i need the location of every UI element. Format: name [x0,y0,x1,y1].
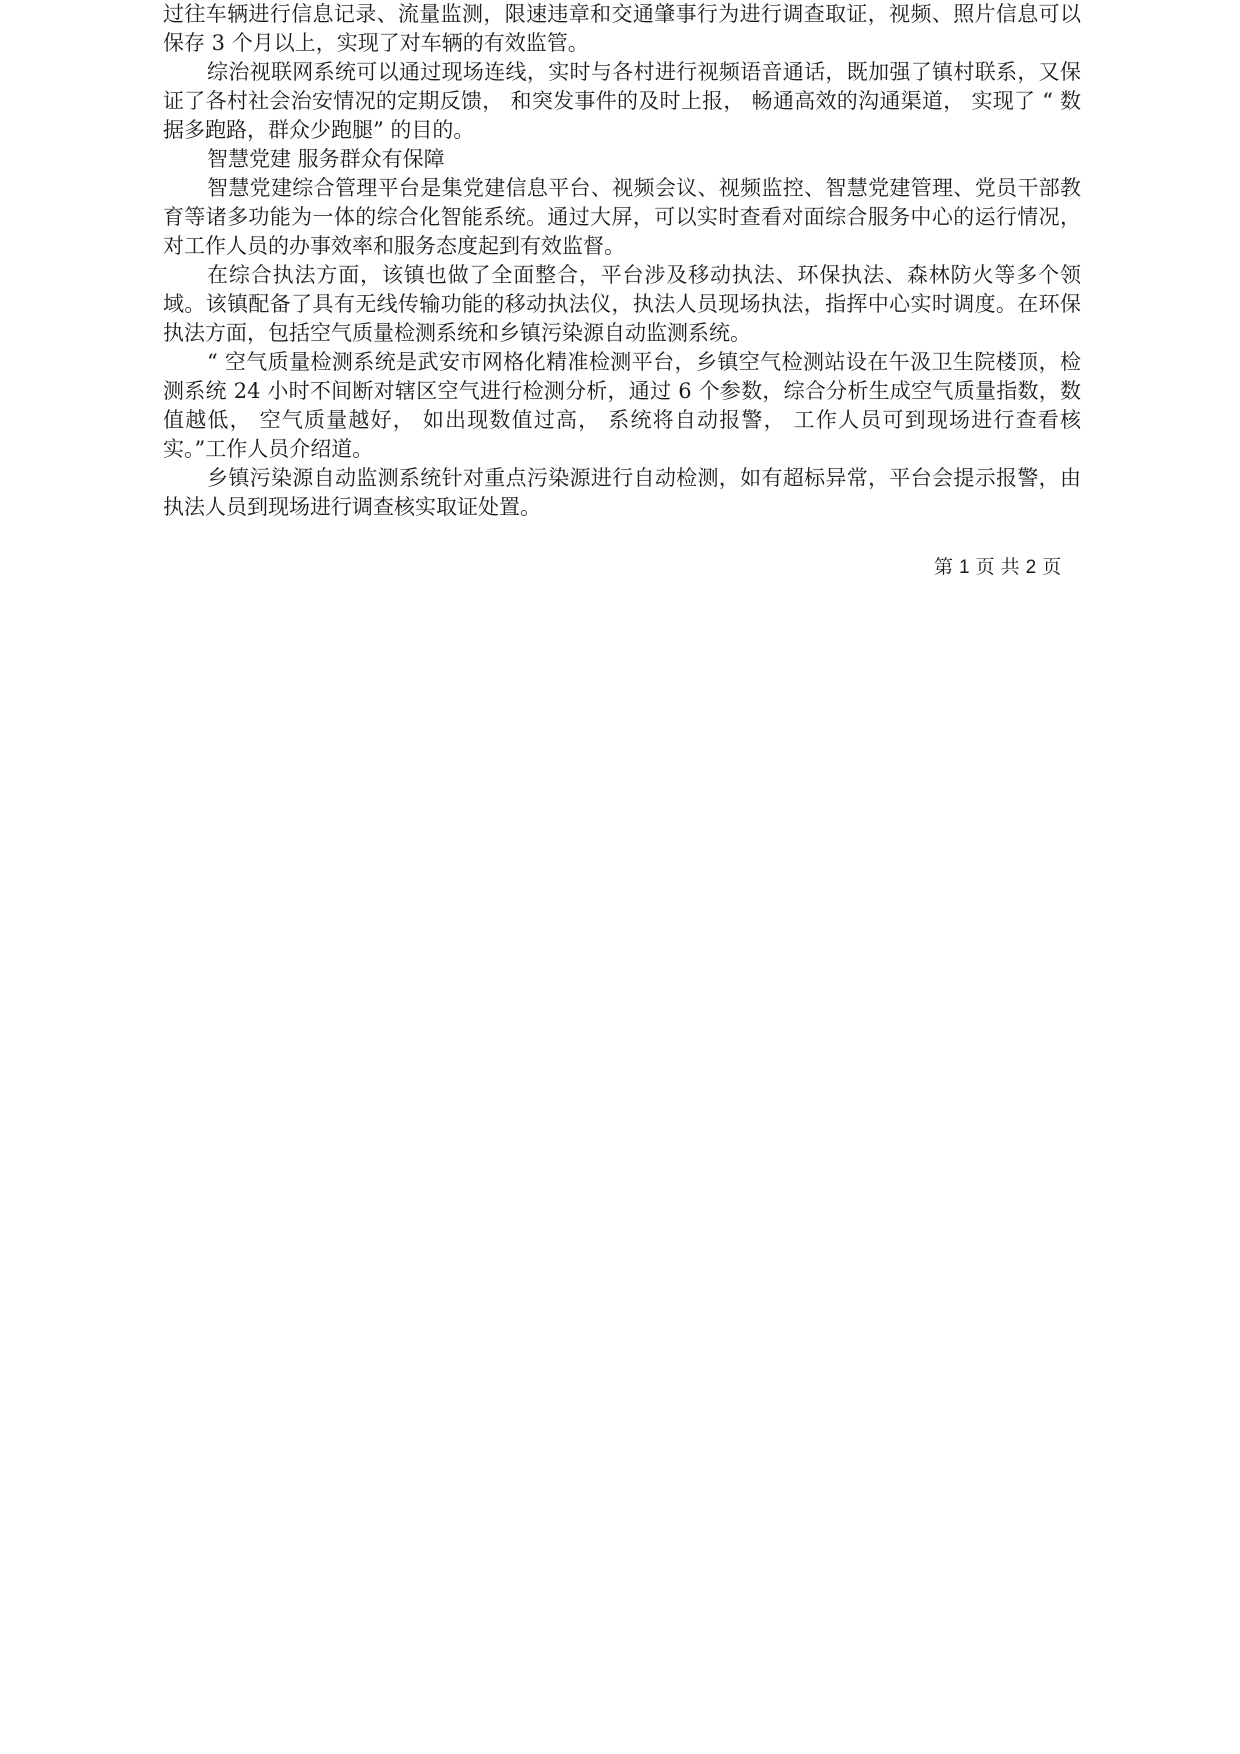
footer-suffix: 页 [1042,556,1062,578]
paragraph-air-quality: “ 空气质量检测系统是武安市网格化精准检测平台，乡镇空气检测站设在午汲卫生院楼顶，检测系统 24 小时不间断对辖区空气进行检测分析，通过 6 个参数，综合分析生成空气质量指数，数值越低， 空气质量越好， 如出现数值过高， 系统将自动报警， 工作人员可到现场进行查看核实。”工作人员介绍道。 [163,350,1081,461]
page-footer [934,554,1061,581]
paragraph-party-platform: 智慧党建综合管理平台是集党建信息平台、视频会议、视频监控、智慧党建管理、党员干部教育等诸多功能为一体的综合化智能系统。通过大屏，可以实时查看对面综合服务中心的运行情况，对工作人员的办事效率和服务态度起到有效监督。 [163,176,1081,258]
paragraph-vehicle-monitoring: 过往车辆进行信息记录、流量监测，限速违章和交通肇事行为进行调查取证，视频、照片信息可以保存 3 个月以上，实现了对车辆的有效监管。 [163,2,1081,55]
document-body [163,0,1081,522]
section-heading-smart-party: 智慧党建 服务群众有保障 [207,147,445,171]
footer-total-pages: 2 [1025,557,1037,578]
footer-middle: 页 共 [975,556,1020,578]
footer-prefix: 第 [934,556,954,578]
paragraph-video-network: 综治视联网系统可以通过现场连线，实时与各村进行视频语音通话，既加强了镇村联系，又保证了各村社会治安情况的定期反馈， 和突发事件的及时上报， 畅通高效的沟通渠道， 实现了 “ 数据多跑路，群众少跑腿” 的目的。 [163,60,1081,142]
footer-page-number: 1 [959,557,970,578]
paragraph-pollution-monitoring: 乡镇污染源自动监测系统针对重点污染源进行自动检测，如有超标异常，平台会提示报警，由执法人员到现场进行调查核实取证处置。 [163,466,1081,519]
paragraph-law-enforcement: 在综合执法方面，该镇也做了全面整合，平台涉及移动执法、环保执法、森林防火等多个领域。该镇配备了具有无线传输功能的移动执法仪，执法人员现场执法，指挥中心实时调度。在环保执法方面，包括空气质量检测系统和乡镇污染源自动监测系统。 [163,263,1081,345]
